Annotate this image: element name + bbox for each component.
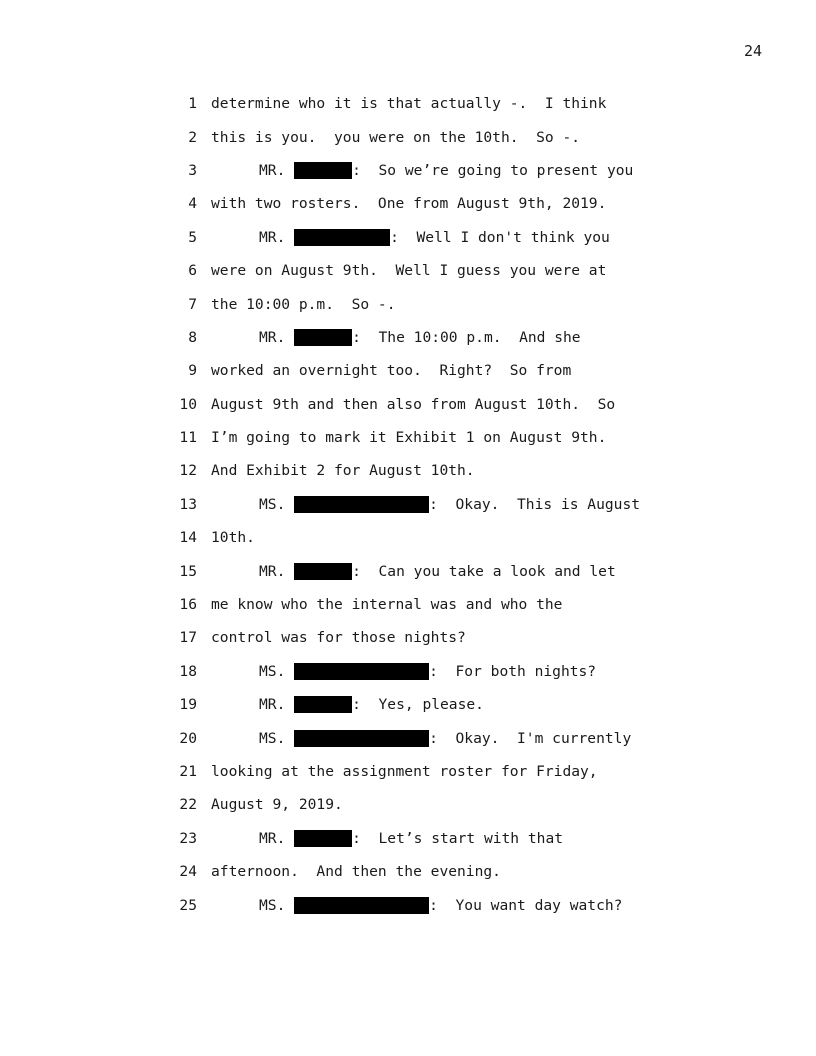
speaker-title: MS. <box>259 896 295 914</box>
speaker-text <box>211 730 631 747</box>
speaker-title: MR. <box>259 562 295 580</box>
speaker-text <box>211 329 581 346</box>
line-number: 2 <box>188 128 197 146</box>
line-number: 12 <box>179 462 197 480</box>
speaker-title: MR. <box>259 829 295 847</box>
transcript-line <box>172 254 692 287</box>
speaker-title: MR. <box>259 228 295 246</box>
transcript-line <box>172 755 692 788</box>
speaker-line <box>172 321 692 354</box>
line-text: with two rosters. One from August 9th, 2019. <box>211 195 607 213</box>
line-text: afternoon. And then the evening. <box>211 863 501 881</box>
speaker-text <box>211 563 616 580</box>
speech-text: : The 10:00 p.m. And she <box>352 328 581 346</box>
speaker-text <box>211 663 596 680</box>
transcript-line <box>172 788 692 821</box>
line-text: control was for those nights? <box>211 629 466 647</box>
transcript-line <box>172 388 692 421</box>
line-text: August 9th and then also from August 10th. So <box>211 395 616 413</box>
speech-text: : So we’re going to present you <box>352 161 634 179</box>
speech-text: : For both nights? <box>429 662 597 680</box>
line-text: August 9, 2019. <box>211 796 343 814</box>
speaker-line <box>172 721 692 754</box>
line-text: the 10:00 p.m. So -. <box>211 295 396 313</box>
line-text: me know who the internal was and who the <box>211 596 563 614</box>
line-number: 22 <box>179 796 197 814</box>
transcript-body <box>172 87 692 922</box>
speaker-title: MS. <box>259 729 295 747</box>
line-number: 3 <box>188 161 197 179</box>
speech-text: : You want day watch? <box>429 896 623 914</box>
transcript-line <box>172 588 692 621</box>
speaker-text <box>211 229 610 246</box>
speaker-text <box>211 897 622 914</box>
line-number: 19 <box>179 696 197 714</box>
speech-text: : Okay. I'm currently <box>429 729 632 747</box>
transcript-line <box>172 521 692 554</box>
speaker-title: MR. <box>259 161 295 179</box>
transcript-line <box>172 187 692 220</box>
redaction-block <box>294 696 352 713</box>
line-number: 10 <box>179 395 197 413</box>
redaction-block <box>294 730 429 747</box>
line-text: And Exhibit 2 for August 10th. <box>211 462 475 480</box>
speaker-title: MR. <box>259 696 295 714</box>
speaker-text <box>211 496 640 513</box>
transcript-line <box>172 855 692 888</box>
line-number: 20 <box>179 729 197 747</box>
speaker-line <box>172 154 692 187</box>
line-text: this is you. you were on the 10th. So -. <box>211 128 581 146</box>
line-number: 8 <box>188 328 197 346</box>
line-number: 14 <box>179 529 197 547</box>
speaker-title: MS. <box>259 662 295 680</box>
speech-text: : Okay. This is August <box>429 495 641 513</box>
speaker-line <box>172 554 692 587</box>
speech-text: : Well I don't think you <box>390 228 610 246</box>
line-number: 23 <box>179 829 197 847</box>
transcript-line <box>172 287 692 320</box>
speaker-line <box>172 888 692 921</box>
speech-text: : Can you take a look and let <box>352 562 616 580</box>
line-number: 25 <box>179 896 197 914</box>
page-number: 24 <box>743 42 762 60</box>
line-number: 11 <box>179 429 197 447</box>
line-number: 16 <box>179 596 197 614</box>
speaker-line <box>172 688 692 721</box>
line-number: 18 <box>179 662 197 680</box>
line-number: 15 <box>179 562 197 580</box>
redaction-block <box>294 563 352 580</box>
speaker-line <box>172 655 692 688</box>
line-text: were on August 9th. Well I guess you were at <box>211 262 607 280</box>
transcript-line <box>172 454 692 487</box>
line-number: 7 <box>188 295 197 313</box>
speaker-line <box>172 221 692 254</box>
line-number: 13 <box>179 495 197 513</box>
redaction-block <box>294 162 352 179</box>
line-number: 6 <box>188 262 197 280</box>
line-number: 1 <box>188 95 197 113</box>
speaker-title: MS. <box>259 495 295 513</box>
speaker-text <box>211 696 484 713</box>
transcript-line <box>172 354 692 387</box>
speaker-line <box>172 488 692 521</box>
redaction-block <box>294 897 429 914</box>
transcript-line <box>172 120 692 153</box>
speaker-line <box>172 822 692 855</box>
line-number: 9 <box>188 362 197 380</box>
transcript-line <box>172 421 692 454</box>
transcript-line <box>172 621 692 654</box>
line-text: I’m going to mark it Exhibit 1 on August 9th. <box>211 429 607 447</box>
redaction-block <box>294 830 352 847</box>
transcript-line <box>172 87 692 120</box>
line-number: 5 <box>188 228 197 246</box>
line-text: determine who it is that actually -. I think <box>211 95 607 113</box>
line-number: 24 <box>179 863 197 881</box>
speech-text: : Let’s start with that <box>352 829 564 847</box>
speaker-title: MR. <box>259 328 295 346</box>
line-text: looking at the assignment roster for Friday, <box>211 763 598 780</box>
line-text: worked an overnight too. Right? So from <box>211 362 572 380</box>
redaction-block <box>294 229 390 246</box>
line-number: 4 <box>188 195 197 213</box>
speech-text: : Yes, please. <box>352 696 484 714</box>
speaker-text <box>211 162 633 179</box>
speaker-text <box>211 830 563 847</box>
redaction-block <box>294 663 429 680</box>
line-text: 10th. <box>211 529 255 547</box>
redaction-block <box>294 496 429 513</box>
line-number: 17 <box>179 629 197 647</box>
redaction-block <box>294 329 352 346</box>
line-number: 21 <box>179 763 197 780</box>
